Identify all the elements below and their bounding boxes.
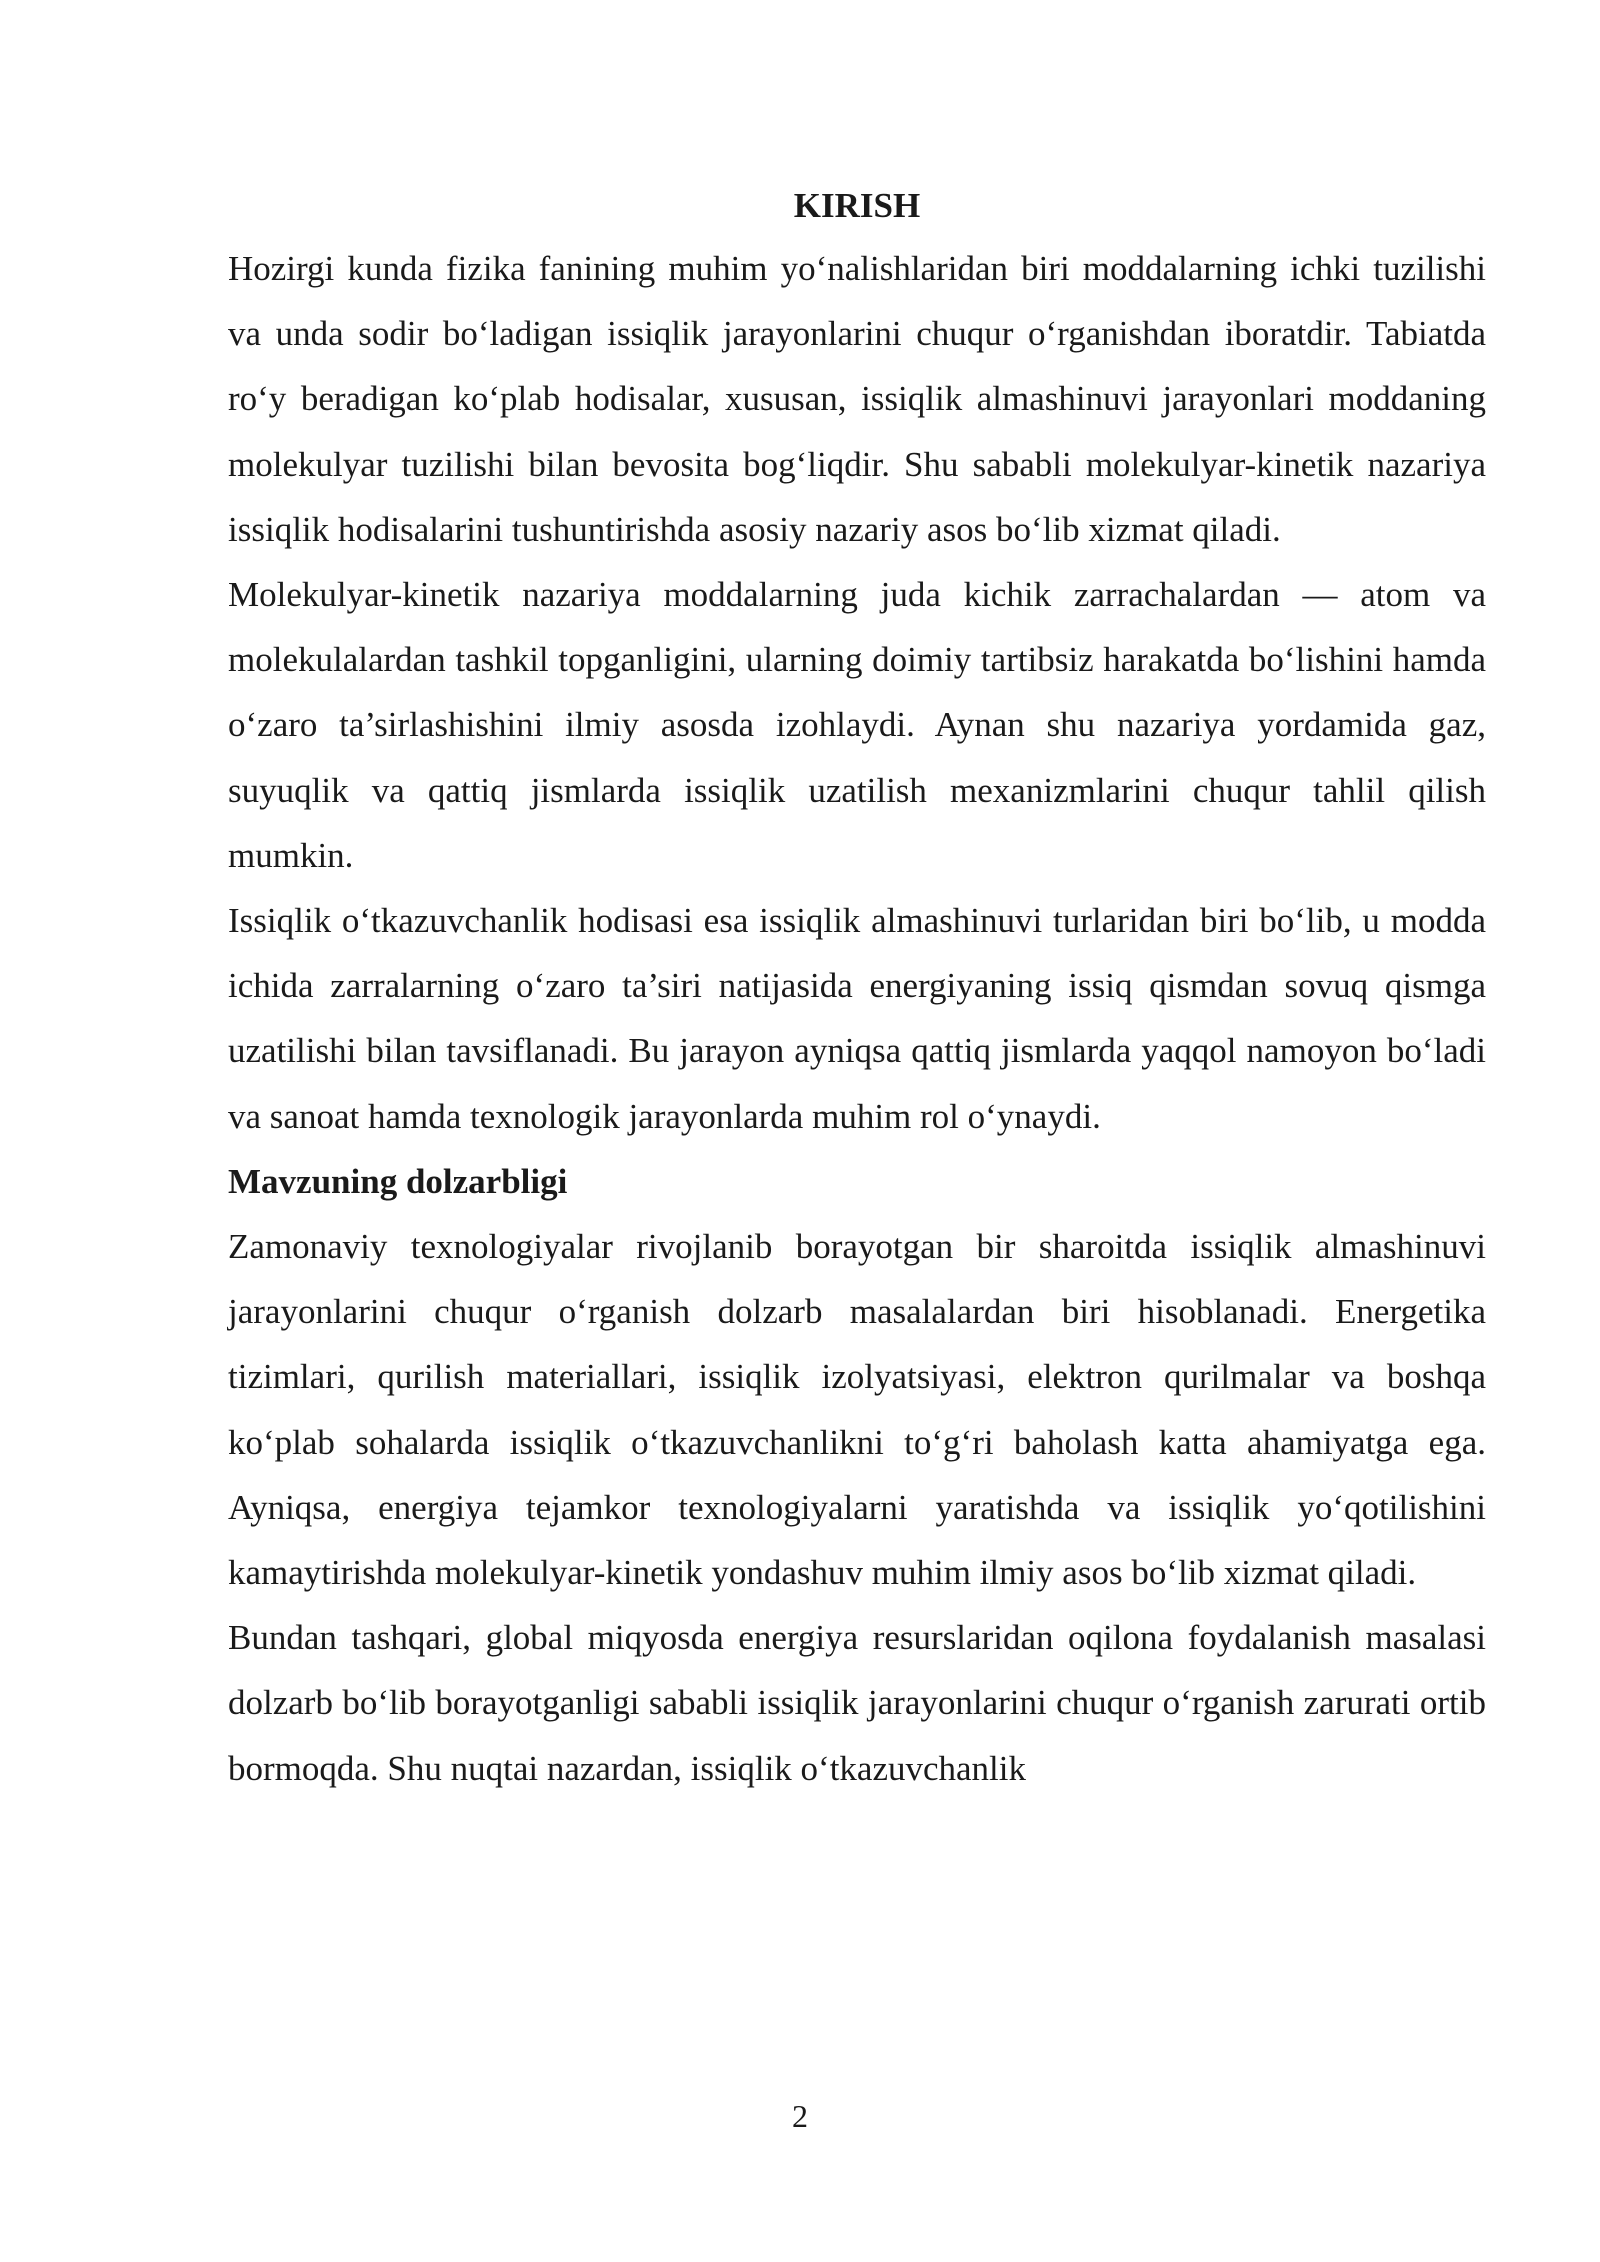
paragraph-mkt-theory: Molekulyar-kinetik nazariya moddalarning juda kichik zarrachalardan — atom va molekulalardan tashkil topganligini, ularning doimiy tartibsiz harakatda bo‘lishini hamda o‘zaro ta’sirlashishini ilmiy asosda izohlaydi. Aynan shu nazariya yordamida gaz, suyuqlik va qattiq jismlarda issiqlik uzatilish mexanizmlarini chuqur tahlil qilish mumkin. [228, 575, 1486, 875]
section-heading: Mavzuning dolzarbligi [228, 1161, 568, 1201]
paragraph-relevance-2: Bundan tashqari, global miqyosda energiya resurslaridan oqilona foydalanish masalasi dolzarb bo‘lib borayotganligi sababli issiqlik jarayonlarini chuqur o‘rganish zarurati ortib bormoqda. Shu nuqtai nazardan, issiqlik o‘tkazuvchanlik [228, 1618, 1486, 1788]
page-number: 2 [792, 2098, 808, 2134]
paragraph-relevance-1: Zamonaviy texnologiyalar rivojlanib borayotgan bir sharoitda issiqlik almashinuvi jarayonlarini chuqur o‘rganish dolzarb masalalardan biri hisoblanadi. Energetika tizimlari, qurilish materiallari, issiqlik izolyatsiyasi, elektron qurilmalar va boshqa ko‘plab sohalarda issiqlik o‘tkazuvchanlikni to‘g‘ri baholash katta ahamiyatga ega. Ayniqsa, energiya tejamkor texnologiyalarni yaratishda va issiqlik yo‘qotilishini kamaytirishda molekulyar-kinetik yondashuv muhim ilmiy asos bo‘lib xizmat qiladi. [228, 1227, 1486, 1593]
page-content [228, 176, 1486, 1801]
paragraph-intro: Hozirgi kunda fizika fanining muhim yo‘nalishlaridan biri moddalarning ichki tuzilishi va unda sodir bo‘ladigan issiqlik jarayonlarini chuqur o‘rganishdan iboratdir. Tabiatda ro‘y beradigan ko‘plab hodisalar, xususan, issiqlik almashinuvi jarayonlari moddaning molekulyar tuzilishi bilan bevosita bog‘liqdir. Shu sababli molekulyar-kinetik nazariya issiqlik hodisalarini tushuntirishda asosiy nazariy asos bo‘lib xizmat qiladi. [228, 249, 1486, 549]
page-title: KIRISH [793, 186, 921, 225]
paragraph-heat-conduction: Issiqlik o‘tkazuvchanlik hodisasi esa issiqlik almashinuvi turlaridan biri bo‘lib, u modda ichida zarralarning o‘zaro ta’siri natijasida energiyaning issiq qismdan sovuq qismga uzatilishi bilan tavsiflanadi. Bu jarayon ayniqsa qattiq jismlarda yaqqol namoyon bo‘ladi va sanoat hamda texnologik jarayonlarda muhim rol o‘ynaydi. [228, 901, 1486, 1136]
